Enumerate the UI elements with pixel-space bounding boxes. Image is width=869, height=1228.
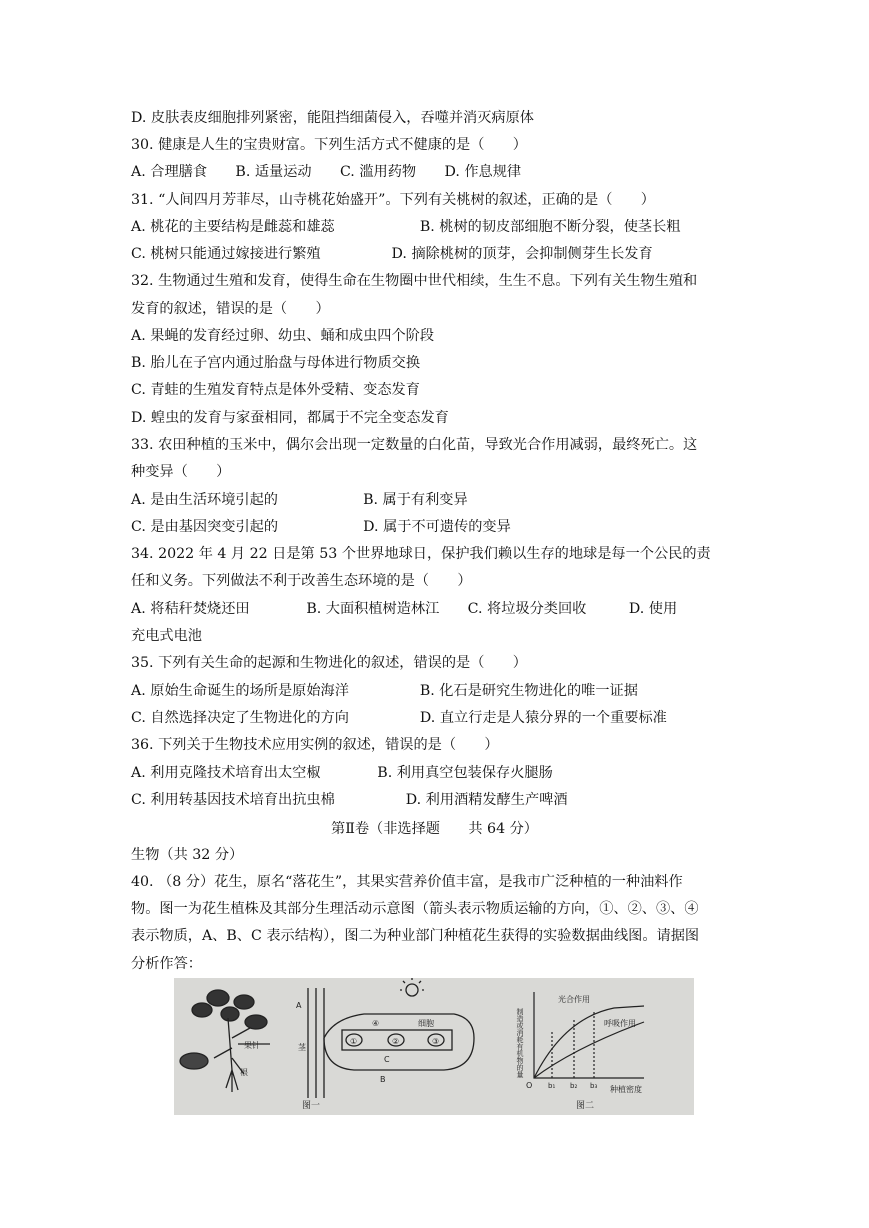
text-line: 表示物质，A、B、C 表示结构），图二为种业部门种植花生获得的实验数据曲线图。请据图: [131, 928, 700, 944]
label-n3: ③: [432, 1037, 440, 1046]
label-n1: ①: [350, 1037, 358, 1046]
label-photosynthesis: 光合作用: [558, 995, 590, 1004]
text-line: 物。图一为花生植株及其部分生理活动示意图（箭头表示物质运输的方向，①、②、③、④: [131, 901, 699, 917]
text-line: 充电式电池: [131, 628, 202, 644]
text-line: A. 果蝇的发育经过卵、幼虫、蛹和成虫四个阶段: [131, 328, 435, 344]
text-line: B. 胎儿在子宫内通过胎盘与母体进行物质交换: [131, 355, 421, 371]
vessel-drawing: [308, 978, 474, 1098]
label-b2: b₂: [570, 1082, 578, 1090]
text-line: A. 原始生命诞生的场所是原始海洋 B. 化石是研究生物进化的唯一证据: [131, 683, 638, 699]
section-title: 第Ⅱ卷（非选择题 共 64 分）: [331, 821, 538, 837]
label-b3: b₃: [590, 1082, 598, 1090]
label-n4: ④: [372, 1019, 380, 1028]
label-stem: 茎: [298, 1043, 306, 1052]
label-cell: 细胞: [418, 1019, 434, 1028]
text-line: 分析作答：: [131, 956, 202, 972]
text-line: 32. 生物通过生殖和发育，使得生命在生物圈中世代相续，生生不息。下列有关生物生殖和: [131, 273, 698, 289]
text-line: C. 利用转基因技术培育出抗虫棉 D. 利用酒精发酵生产啤酒: [131, 792, 568, 808]
fig2-caption: 图二: [576, 1101, 595, 1111]
text-line: 31. “人间四月芳菲尽，山寺桃花始盛开”。下列有关桃树的叙述，正确的是（ ）: [131, 192, 655, 208]
fig2-xlabel: 种植密度: [610, 1085, 642, 1094]
text-line: A. 利用克隆技术培育出太空椒 B. 利用真空包装保存火腿肠: [131, 765, 553, 781]
text-line: 33. 农田种植的玉米中，偶尔会出现一定数量的白化苗，导致光合作用减弱，最终死亡。这: [131, 437, 698, 453]
text-line: 40. （8 分）花生，原名“落花生”，其果实营养价值丰富，是我市广泛种植的一种油料作: [131, 874, 683, 890]
text-line: C. 桃树只能通过嫁接进行繁殖 D. 摘除桃树的顶芽，会抑制侧芽生长发育: [131, 246, 653, 262]
text-line: 34. 2022 年 4 月 22 日是第 53 个世界地球日，保护我们赖以生存的地球是每一个公民的责: [131, 546, 711, 562]
label-c: C: [384, 1055, 390, 1064]
label-a: A: [296, 1001, 302, 1010]
text-line: 30. 健康是人生的宝贵财富。下列生活方式不健康的是（ ）: [131, 137, 527, 153]
text-line: A. 合理膳食 B. 适量运动 C. 滥用药物 D. 作息规律: [131, 164, 522, 180]
text-line: D. 皮肤表皮细胞排列紧密，能阻挡细菌侵入，吞噬并消灭病原体: [131, 110, 534, 126]
text-line: 种变异（ ）: [131, 464, 231, 480]
text-line: A. 是由生活环境引起的 B. 属于有利变异: [131, 492, 468, 508]
text-line: 35. 下列有关生命的起源和生物进化的叙述，错误的是（ ）: [131, 655, 527, 671]
figure-drawing: [174, 978, 694, 1115]
text-line: A. 桃花的主要结构是雌蕊和雄蕊 B. 桃树的韧皮部细胞不断分裂，使茎长粗: [131, 219, 681, 235]
curve-chart-drawing: [534, 992, 644, 1078]
label-fruit-needle: 果针: [244, 1041, 260, 1050]
label-n2: ②: [392, 1037, 400, 1046]
text-line: 生物（共 32 分）: [131, 847, 244, 863]
label-b1: b₁: [548, 1082, 556, 1090]
text-line: 发育的叙述，错误的是（ ）: [131, 301, 330, 317]
text-line: 任和义务。下列做法不利于改善生态环境的是（ ）: [131, 573, 472, 589]
figure-photo: [174, 978, 694, 1115]
label-origin: O: [526, 1081, 533, 1090]
text-line: D. 蝗虫的发育与家蚕相同，都属于不完全变态发育: [131, 410, 449, 426]
text-line: C. 青蛙的生殖发育特点是体外受精、变态发育: [131, 382, 420, 398]
text-line: A. 将秸秆焚烧还田 B. 大面积植树造林江 C. 将垃圾分类回收 D. 使用: [131, 601, 678, 617]
label-b: B: [380, 1075, 386, 1084]
text-line: 36. 下列关于生物技术应用实例的叙述，错误的是（ ）: [131, 737, 499, 753]
fig2-ylabel: 制造或消耗有机物的量: [516, 1008, 524, 1078]
fig1-caption: 图一: [302, 1101, 321, 1111]
text-line: C. 是由基因突变引起的 D. 属于不可遗传的变异: [131, 519, 511, 535]
label-root: 根: [240, 1068, 248, 1077]
text-line: C. 自然选择决定了生物进化的方向 D. 直立行走是人猿分界的一个重要标准: [131, 710, 667, 726]
label-respiration: 呼吸作用: [604, 1019, 636, 1028]
